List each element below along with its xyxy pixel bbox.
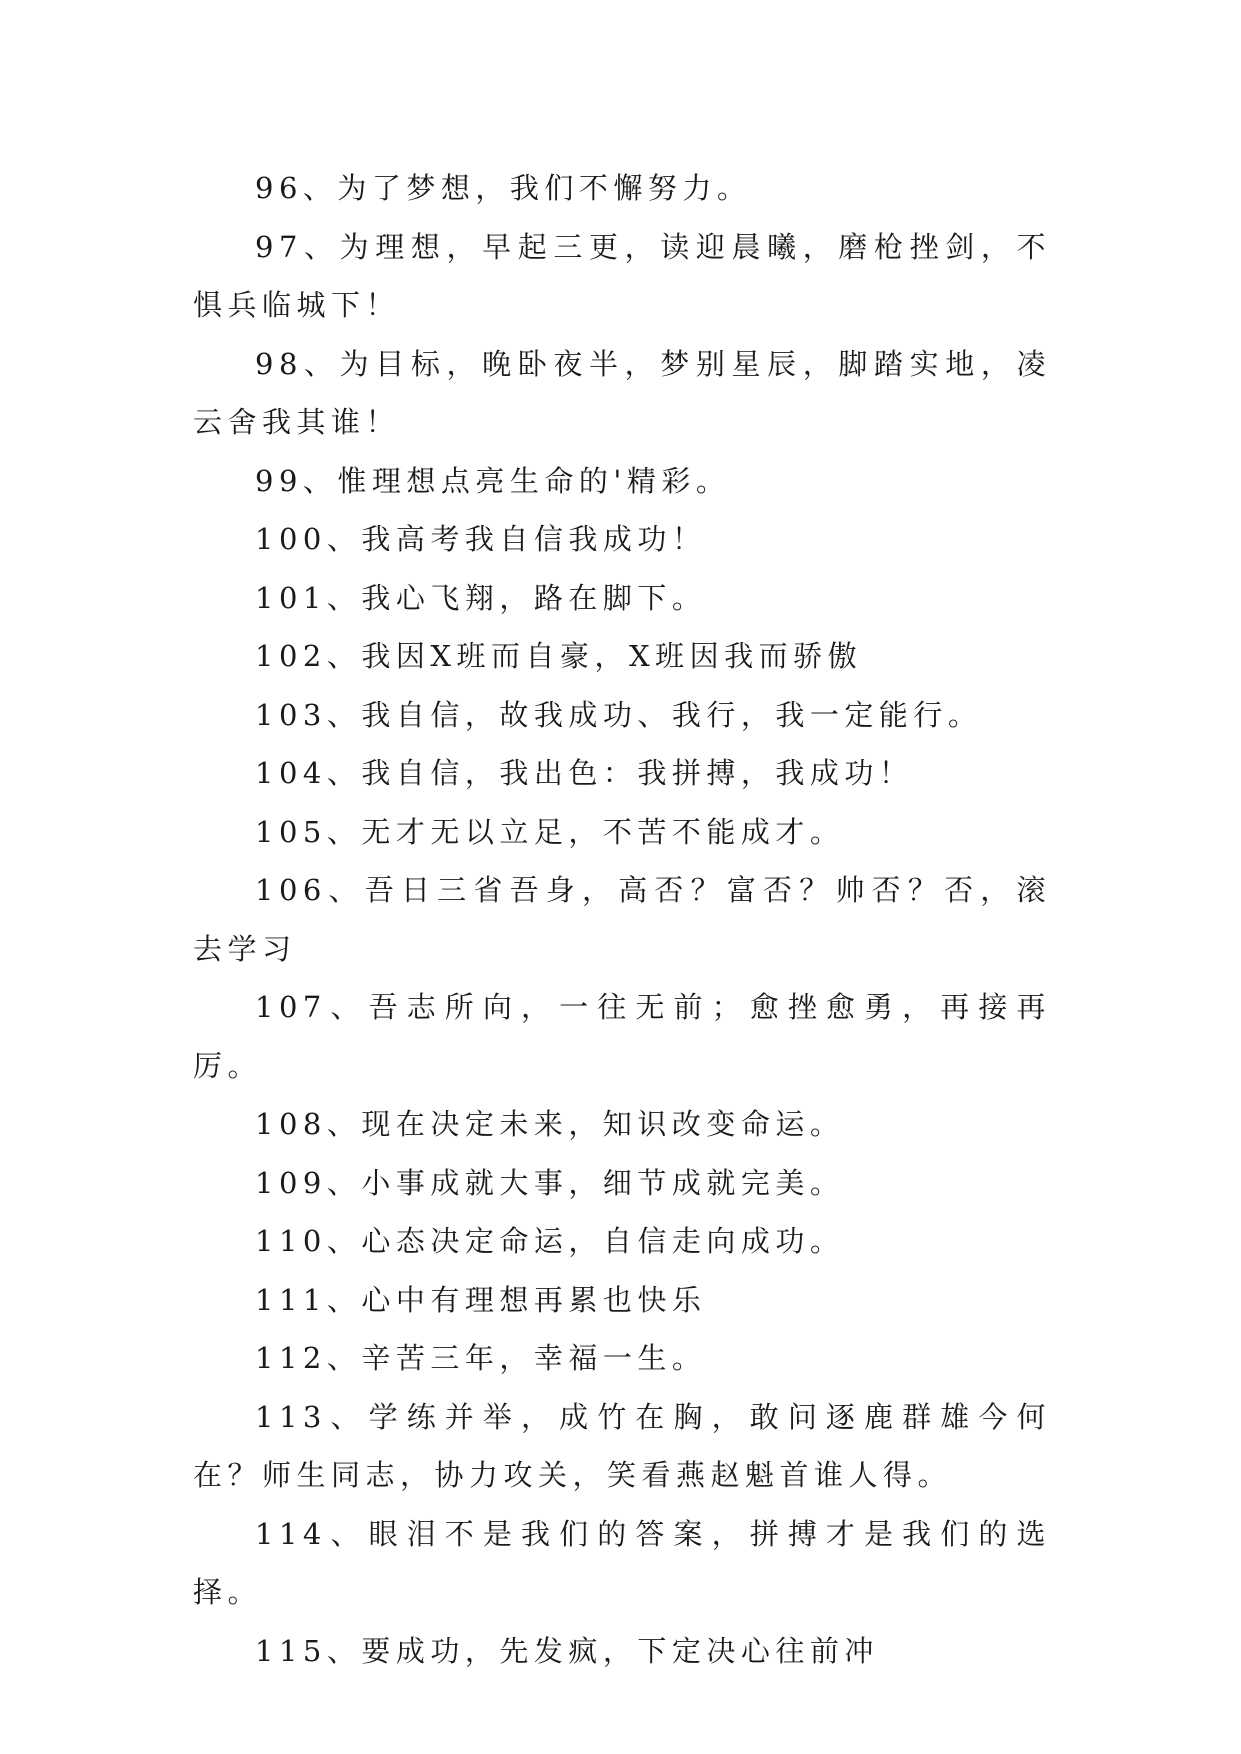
paragraph-104: 104、我自信，我出色：我拼搏，我成功！ (255, 756, 914, 790)
paragraph-103: 103、我自信，故我成功、我行，我一定能行。 (255, 697, 983, 732)
paragraph-114: 114、眼泪不是我们的答案，拼搏才是我们的选择。 (193, 1516, 1051, 1609)
paragraph-101: 101、我心飞翔，路在脚下。 (255, 580, 707, 615)
paragraph-111: 111、心中有理想再累也快乐 (255, 1282, 707, 1317)
paragraph-106: 106、吾日三省吾身，高否？富否？帅否？否，滚去学习 (193, 873, 1051, 966)
paragraph-99: 99、惟理想点亮生命的'精彩。 (255, 463, 731, 498)
paragraph-110: 110、心态决定命运，自信走向成功。 (255, 1224, 845, 1258)
paragraph-108: 108、现在决定未来，知识改变命运。 (255, 1107, 845, 1141)
paragraph-100: 100、我高考我自信我成功！ (255, 522, 707, 556)
paragraph-102: 102、我因X班而自豪，X班因我而骄傲 (255, 639, 863, 673)
document-body (193, 159, 1051, 1680)
paragraph-115: 115、要成功，先发疯，下定决心往前冲 (255, 1633, 879, 1668)
paragraph-109: 109、小事成就大事，细节成就完美。 (255, 1165, 845, 1200)
paragraph-98: 98、为目标，晚卧夜半，梦别星辰，脚踏实地，凌云舍我其谁！ (193, 346, 1051, 439)
paragraph-112: 112、辛苦三年，幸福一生。 (255, 1341, 707, 1375)
paragraph-96: 96、为了梦想，我们不懈努力。 (255, 171, 752, 205)
paragraph-113: 113、学练并举，成竹在胸，敢问逐鹿群雄今何在？师生同志，协力攻关，笑看燕赵魁首谁人得。 (193, 1399, 1051, 1492)
paragraph-107: 107、吾志所向，一往无前；愈挫愈勇，再接再厉。 (193, 990, 1051, 1083)
paragraph-97: 97、为理想，早起三更，读迎晨曦，磨枪挫剑，不惧兵临城下！ (193, 229, 1051, 322)
paragraph-105: 105、无才无以立足，不苦不能成才。 (255, 814, 845, 849)
